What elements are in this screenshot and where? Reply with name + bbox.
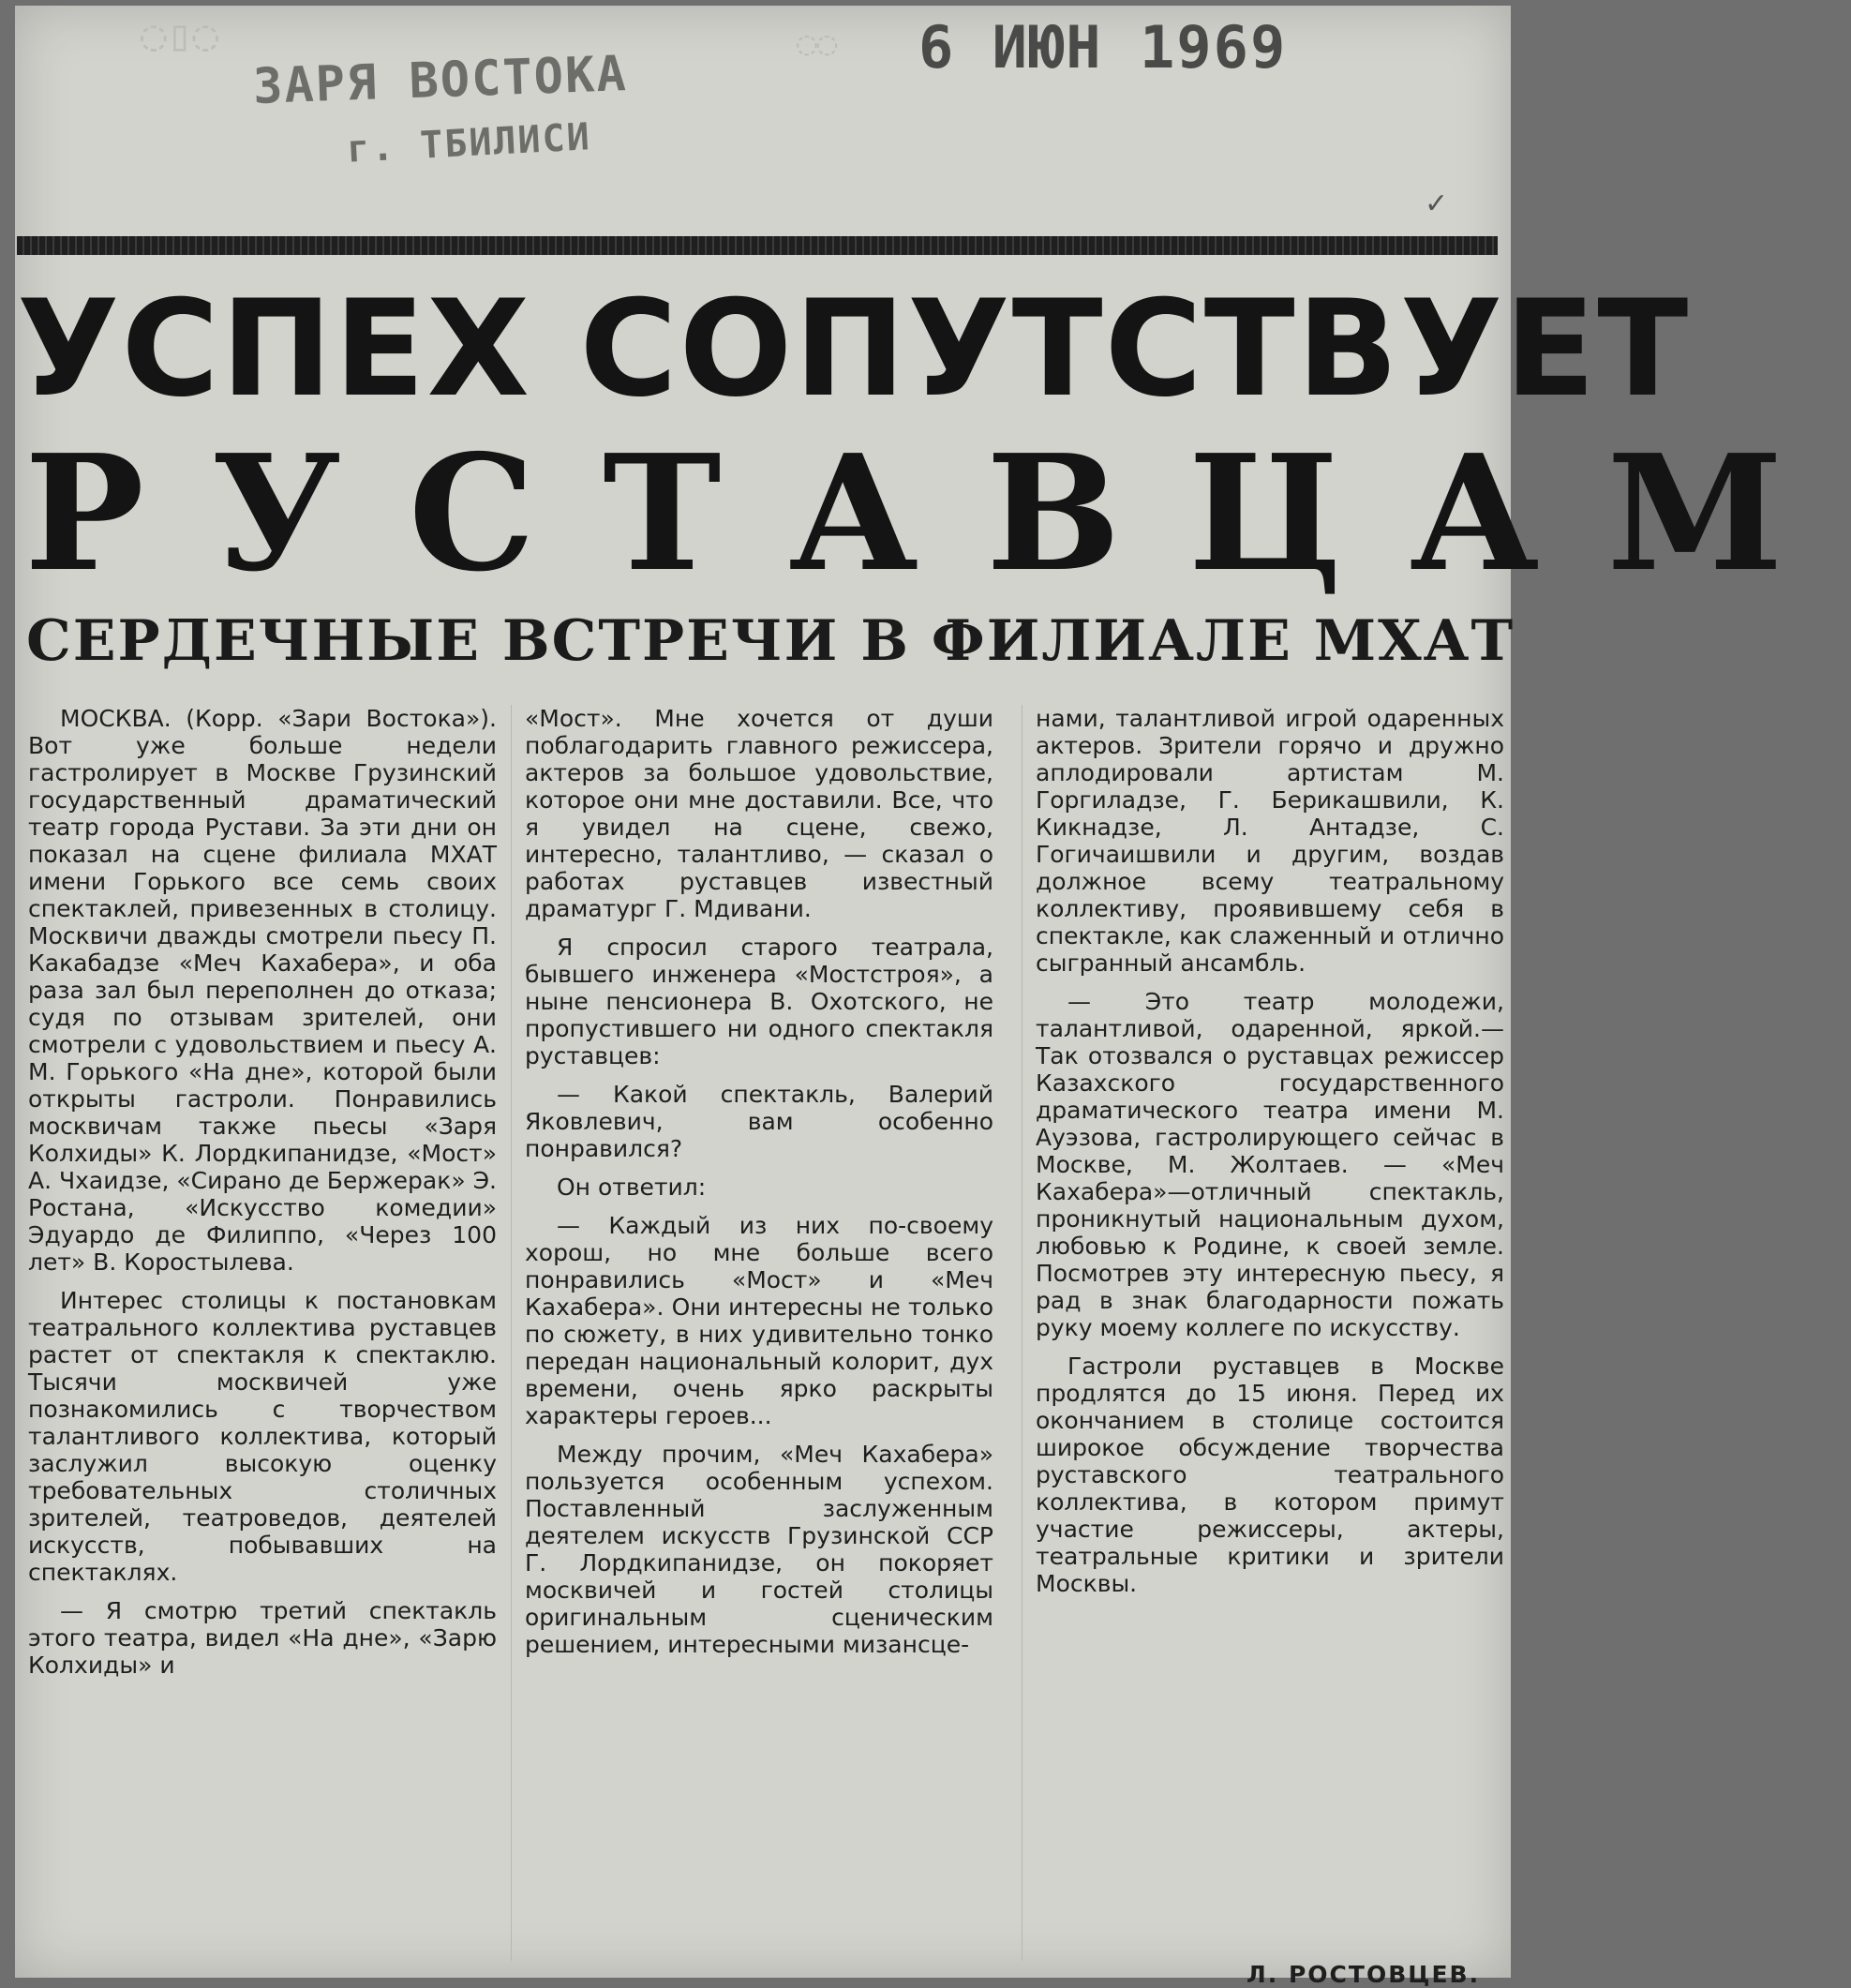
article-column-2 [525,705,993,1669]
date-stamp: 6 ИЮН 1969 [918,13,1288,82]
paragraph: Интерес столицы к постановкам театрального коллектива руставцев растет от спектакля к спектаклю. Тысячи москвичей уже познакомились с творчеством талантливого коллектива, который заслужил высокую оценку требовательных столичных зрителей, театроведов, деятелей искусств, побывавших на спектаклях. [28,1287,497,1586]
column-divider [511,705,512,1961]
paragraph: нами, талантливой игрой одаренных актеров. Зрители горячо и дружно аплодировали артистам М. Горгиладзе, Г. Берикашвили, К. Кикнадзе, Л. Антадзе, С. Гогичаишвили и другим, воздав должное всему театральному коллективу, проявившему себя в спектакле, как слаженный и отлично сыгранный ансамбль. [1036,705,1504,977]
article-column-1 [28,705,497,1690]
article-column-3 [1036,705,1504,1608]
header-rule [17,236,1498,255]
headline-line-1: УСПЕХ СОПУТСТВУЕТ [17,272,1691,426]
paragraph: — Каждый из них по-своему хорош, но мне больше всего понравились «Мост» и «Меч Кахабера». Они интересны не только по сюжету, в них удивительно тонко передан национальный колорит, дух времени, очень ярко раскрыты характеры героев... [525,1212,993,1429]
author-byline: Л. РОСТОВЦЕВ. [1246,1961,1481,1988]
paragraph: — Какой спектакль, Валерий Яковлевич, вам особенно понравился? [525,1081,993,1162]
paragraph: «Мост». Мне хочется от души поблагодарить главного режиссера, актеров за большое удовольствие, которое они мне доставили. Все, что я увидел на сцене, свежо, интересно, талантливо, — сказал о работах руставцев известный драматург Г. Мдивани. [525,705,993,922]
paragraph: Он ответил: [557,1173,707,1201]
headline-line-2: РУСТАВЦАМ [24,420,1851,607]
paragraph: — Я смотрю третий спектакль этого театра, видел «На дне», «Зарю Колхиды» и [28,1597,497,1679]
city-stamp: г. ТБИЛИСИ [345,115,592,172]
pencil-mark-icon: ✓ [1425,187,1449,220]
paragraph: Я спросил старого театрала, бывшего инженера «Мостстроя», а ныне пенсионера В. Охотского, не пропустившего ни одного спектакля руставцев: [525,934,993,1069]
paragraph: МОСКВА. (Корр. «Зари Востока»). Вот уже больше недели гастролирует в Москве Грузинский государственный драматический театр города Рустави. За эти дни он показал на сцене филиала МХАТ имени Горького все семь своих спектаклей, привезенных в столицу. Москвичи дважды смотрели пьесу П. Какабадзе «Меч Кахабера», и оба раза зал был переполнен до отказа; судя по отзывам зрителей, они смотрели с удовольствием и пьесу А. М. Горького «На дне», которой были открыты гастроли. Понравились москвичам также пьесы «Заря Колхиды» К. Лордкипанидзе, «Мост» А. Чхаидзе, «Сирано де Бержерак» Э. Ростана, «Искусство комедии» Эдуардо де Филиппо, «Через 100 лет» В. Коростылева. [28,705,497,1276]
faded-stamp-mark: ◌▯◌ [141,9,219,60]
newspaper-stamp: ЗАРЯ ВОСТОКА [252,46,629,115]
column-divider [1022,705,1023,1961]
faded-stamp-mark: ◌◌ [797,24,838,63]
paragraph: Между прочим, «Меч Кахабера» пользуется особенным успехом. Поставленный заслуженным деятелем искусств Грузинской ССР Г. Лордкипанидзе, он покоряет москвичей и гостей столицы оригинальным сценическим решением, интересными мизансце- [525,1441,993,1658]
subheadline: СЕРДЕЧНЫЕ ВСТРЕЧИ В ФИЛИАЛЕ МХАТ [26,608,1515,674]
paragraph: — Это театр молодежи, талантливой, одаренной, яркой.— Так отозвался о руставцах режиссер Казахского государственного драматического театра имени М. Ауэзова, гастролирующего сейчас в Москве, М. Жолтаев. — «Меч Кахабера»—отличный спектакль, проникнутый национальным духом, любовью к Родине, к своей земле. Посмотрев эту интересную пьесу, я рад в знак благодарности пожать руку моему коллеге по искусству. [1036,988,1504,1341]
paragraph: Гастроли руставцев в Москве продлятся до 15 июня. Перед их окончанием в столице состоится широкое обсуждение творчества руставского театрального коллектива, в котором примут участие режиссеры, актеры, театральные критики и зрители Москвы. [1036,1353,1504,1597]
